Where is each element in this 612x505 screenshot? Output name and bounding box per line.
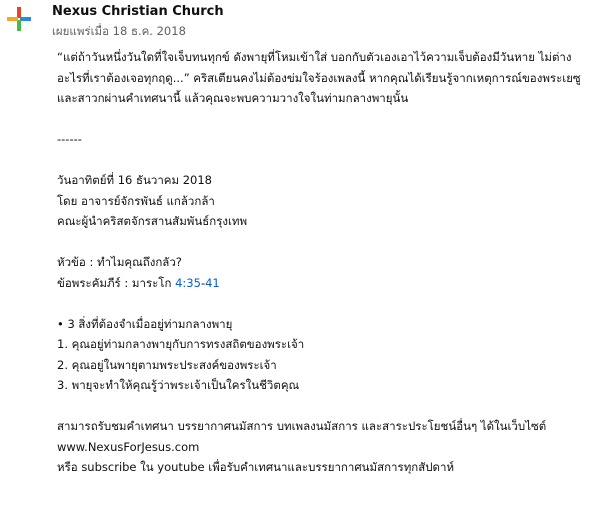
video-description [57,47,607,478]
points-heading: • 3 สิ่งที่ต้องจำเมื่ออยู่ท่ามกลางพายุ [57,316,233,331]
publish-date: เผยแพร่เมื่อ 18 ธ.ค. 2018 [52,24,186,38]
divider-text: ------ [57,132,82,146]
intro-line-1: “แต่ถ้าวันหนึ่งวันใดที่ใจเจ็บทนทุกข์ ดังพายุที่โหมเข้าใส่ บอกกับตัวเองเอาไว้ความเจ็บต้องมีวันหาย ไม่ต่าง [57,50,572,64]
scripture-prefix: ข้อพระคัมภีร์ : มาระโก [57,275,176,290]
sermon-topic: หัวข้อ : ทำไมคุณถึงกลัว? [57,255,182,269]
website-link[interactable]: www.NexusForJesus.com [57,439,200,454]
point-item-3: 3. พายุจะทำให้คุณรู้ว่าพระเจ้าเป็นใครในชีวิตคุณ [57,378,300,392]
scripture-link-41[interactable]: 41 [205,275,220,290]
footer-line-1: สามารถรับชมคำเทศนา บรรยากาศนมัสการ บทเพลงนมัสการ และสาระประโยชน์อื่นๆ ได้ในเว็บไซต์ [57,419,547,433]
scripture-dash: - [200,275,206,290]
channel-name-link[interactable]: Nexus Christian Church [52,4,224,19]
preacher-name: โดย อาจารย์จักรพันธ์ แกล้วกล้า [57,193,215,208]
point-item-1: 1. คุณอยู่ท่ามกลางพายุกับการทรงสถิตของพระเจ้า [57,337,305,351]
cross-logo-icon[interactable] [6,6,32,32]
church-name: คณะผู้นำคริสตจักรสานสัมพันธ์กรุงเทพ [57,214,248,228]
sermon-date: วันอาทิตย์ที่ 16 ธันวาคม 2018 [57,173,212,187]
scripture-reference [57,273,607,294]
intro-line-3: และสาวกผ่านคำเทศนานี้ แล้วคุณจะพบความวางใจในท่ามกลางพายุนั้น [57,91,409,105]
scripture-link-4-35[interactable]: 4:35 [175,275,201,290]
point-item-2: 2. คุณอยู่ในพายุตามพระประสงค์ของพระเจ้า [57,357,277,372]
intro-line-2: อะไรที่เราต้องเจอทุกฤดู...” คริสเตียนคงไม่ต้องข่มใจร้องเพลงนี้ หากคุณได้เรียนรู้จากเหตุการณ์ของพระเยซู [57,70,581,85]
footer-line-2: หรือ subscribe ใน youtube เพื่อรับคำเทศนาและบรรยากาศนมัสการทุกสัปดาห์ [57,460,455,474]
